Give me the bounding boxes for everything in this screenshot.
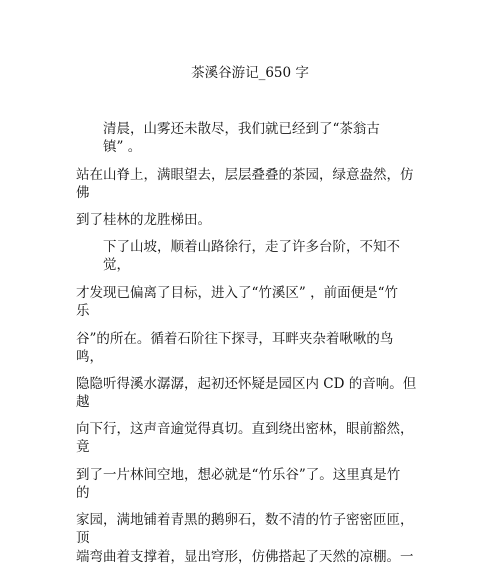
text-line: 越 xyxy=(76,394,90,410)
text-line: 的 xyxy=(76,485,90,501)
text-line: 佛 xyxy=(76,185,90,201)
text-line: 到了一片林间空地，想必就是“竹乐谷”了。这里真是竹 xyxy=(76,467,401,483)
text-line: 到了桂林的龙胜梯田。 xyxy=(76,212,211,228)
text-line: 端弯曲着支撑着，显出穹形，仿佛搭起了天然的凉棚。一 xyxy=(76,549,414,565)
text-line: 镇” 。 xyxy=(103,139,142,155)
text-line: 向下行，这声音逾觉得真切。直到绕出密林，眼前豁然， xyxy=(76,421,414,437)
text-line: 隐隐听得溪水潺潺，起初还怀疑是园区内 CD 的音响。但 xyxy=(76,376,417,392)
text-line: 才发现已偏离了目标，进入了“竹溪区” ，前面便是“竹 xyxy=(76,285,398,301)
text-line: 觉， xyxy=(103,257,130,273)
text-line: 下了山坡，顺着山路徐行，走了许多台阶，不知不 xyxy=(103,239,400,255)
text-line: 谷”的所在。循着石阶往下探寻，耳畔夹杂着啾啾的鸟 xyxy=(76,331,394,347)
text-line: 家园，满地铺着青黑的鹅卵石，数不清的竹子密密匝匝， xyxy=(76,512,414,528)
text-line: 鸣， xyxy=(76,349,103,365)
text-line: 顶 xyxy=(76,530,90,546)
text-line: 竟 xyxy=(76,439,90,455)
text-line: 站在山脊上，满眼望去，层层叠叠的茶园，绿意盎然，仿 xyxy=(76,167,414,183)
text-line: 清晨，山雾还未散尽，我们就已经到了“茶翁古 xyxy=(103,121,380,137)
text-line: 乐 xyxy=(76,303,90,319)
document-title: 茶溪谷游记_650 字 xyxy=(191,65,309,81)
